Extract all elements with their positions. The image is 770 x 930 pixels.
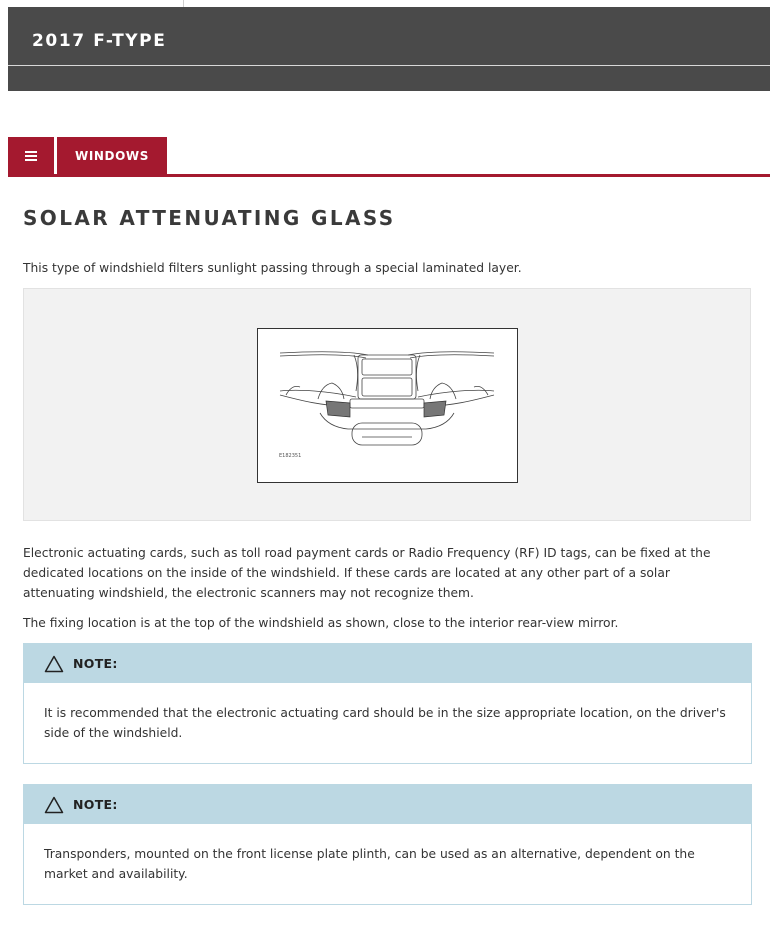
header-bar [8, 7, 770, 91]
windshield-illustration [257, 328, 518, 483]
note-header [24, 785, 751, 824]
note-label: NOTE: [73, 797, 118, 812]
figure-code: E182351 [279, 453, 302, 459]
card-location-markers [326, 401, 446, 417]
note-header [24, 644, 751, 683]
note-label: NOTE: [73, 656, 118, 671]
tab-windows[interactable]: WINDOWS [57, 137, 167, 174]
windshield-drawing [258, 329, 517, 482]
vehicle-title: 2017 F-TYPE [32, 31, 167, 51]
note-text: It is recommended that the electronic actuating card should be in the size appropriate location, on the driver's side of the windshield. [44, 706, 726, 740]
intro-paragraph: This type of windshield filters sunlight passing through a special laminated layer. [23, 261, 522, 275]
figure-panel [23, 288, 751, 521]
warning-triangle-icon [44, 796, 64, 814]
hamburger-menu-icon [25, 151, 37, 161]
cards-paragraph: Electronic actuating cards, such as toll road payment cards or Radio Frequency (RF) ID tags, can be fixed at the dedicated locations on the inside of the windshield. If these cards are located at any other part of a solar attenuating windshield, the electronic scanners may not recognize them. [23, 546, 711, 600]
page-title: SOLAR ATTENUATING GLASS [23, 206, 396, 230]
top-strip-divider [183, 0, 184, 7]
section-tabs [8, 137, 770, 177]
note-text: Transponders, mounted on the front license plate plinth, can be used as an alternative, dependent on the market and availability. [44, 847, 695, 881]
note-box [23, 643, 752, 764]
tab-underline [8, 174, 770, 177]
menu-button[interactable] [8, 137, 54, 174]
location-paragraph: The fixing location is at the top of the windshield as shown, close to the interior rear-view mirror. [23, 616, 619, 630]
header-divider [8, 65, 770, 66]
warning-triangle-icon [44, 655, 64, 673]
top-strip [0, 0, 770, 7]
note-box [23, 784, 752, 905]
